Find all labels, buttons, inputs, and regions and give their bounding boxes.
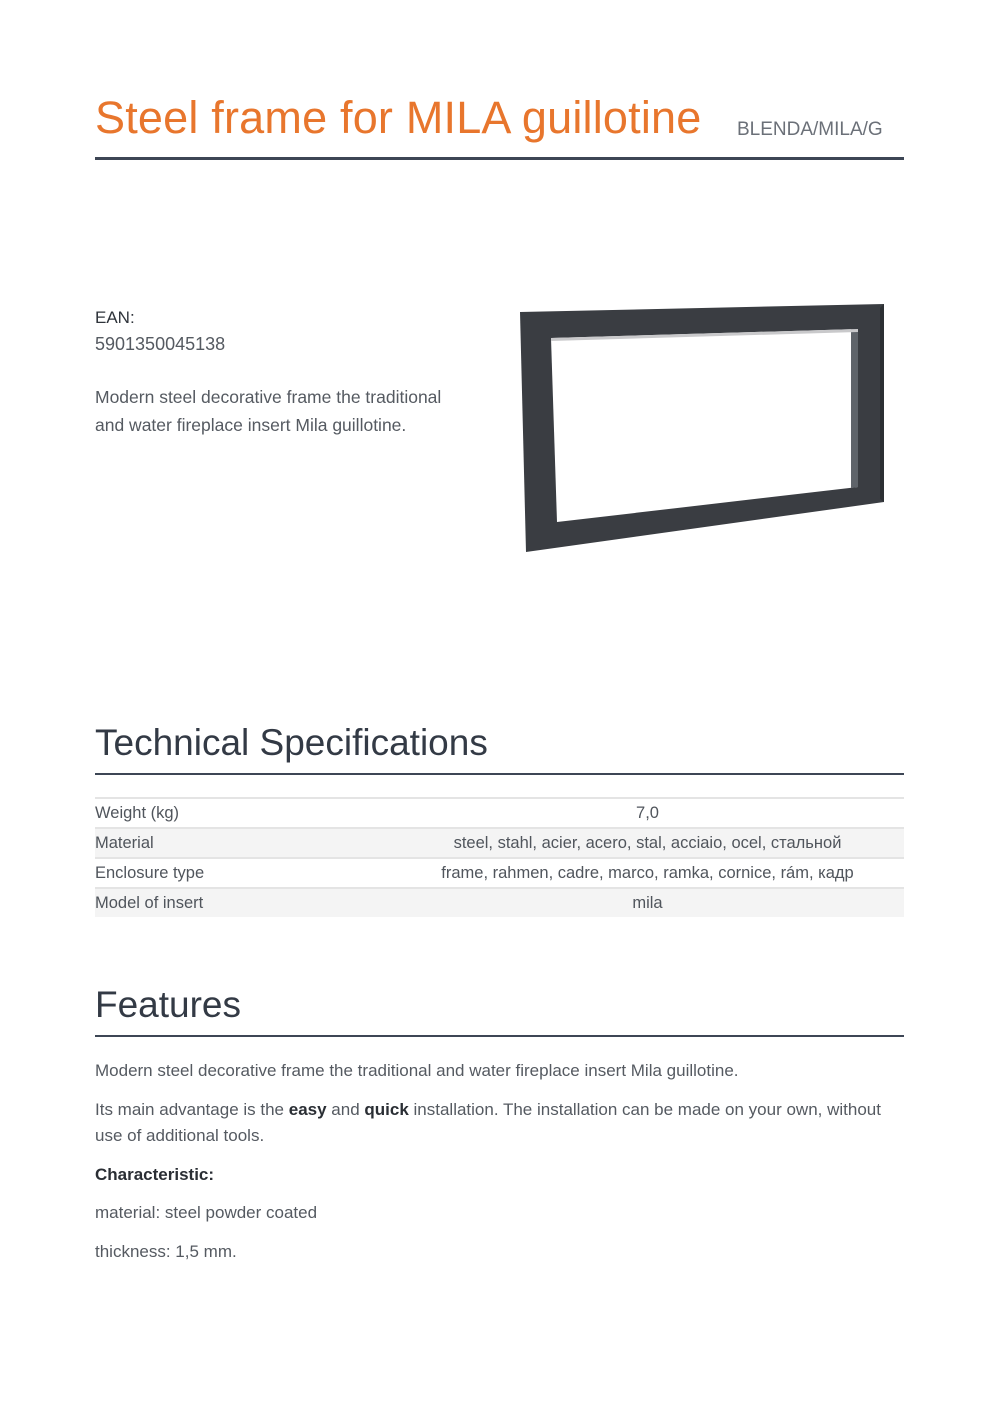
spec-value: 7,0 bbox=[395, 798, 904, 828]
page-title: Steel frame for MILA guillotine bbox=[95, 92, 702, 143]
characteristic-heading: Characteristic: bbox=[95, 1165, 215, 1184]
spec-label: Enclosure type bbox=[95, 858, 395, 888]
table-row bbox=[95, 858, 904, 888]
header bbox=[95, 92, 904, 152]
features-divider bbox=[95, 1035, 904, 1037]
spec-label: Weight (kg) bbox=[95, 798, 395, 828]
product-intro: Modern steel decorative frame the traditional and water fireplace insert Mila guillotine. bbox=[95, 387, 442, 435]
specs-table bbox=[95, 797, 904, 917]
specs-heading: Technical Specifications bbox=[95, 722, 488, 763]
advantage-paragraph bbox=[95, 1097, 904, 1149]
quick-emphasis: quick bbox=[364, 1100, 409, 1119]
spec-value: steel, stahl, acier, acero, stal, acciaio, ocel, стальной bbox=[395, 828, 904, 858]
material-line: material: steel powder coated bbox=[95, 1203, 318, 1222]
table-row bbox=[95, 828, 904, 858]
table-row bbox=[95, 798, 904, 828]
advantage-text-end: installation. The installation can be made on your own, without use of additional tools. bbox=[95, 1100, 881, 1145]
spec-value: mila bbox=[395, 888, 904, 917]
ean-label: EAN: bbox=[95, 308, 135, 327]
ean-value: 5901350045138 bbox=[95, 334, 226, 354]
advantage-text-and: and bbox=[326, 1100, 365, 1119]
title-divider bbox=[95, 157, 904, 160]
features-paragraph: Modern steel decorative frame the traditional and water fireplace insert Mila guillotine. bbox=[95, 1061, 739, 1080]
thickness-line: thickness: 1,5 mm. bbox=[95, 1242, 237, 1261]
spec-label: Model of insert bbox=[95, 888, 395, 917]
product-code: BLENDA/MILA/G bbox=[737, 119, 883, 140]
spec-value: frame, rahmen, cadre, marco, ramka, cornice, rám, кадр bbox=[395, 858, 904, 888]
steel-frame-product-image bbox=[520, 302, 888, 554]
specs-divider bbox=[95, 773, 904, 775]
easy-emphasis: easy bbox=[288, 1100, 327, 1119]
table-row bbox=[95, 888, 904, 917]
advantage-text-start: Its main advantage is the bbox=[95, 1100, 289, 1119]
spec-label: Material bbox=[95, 828, 395, 858]
features-heading: Features bbox=[95, 984, 242, 1025]
